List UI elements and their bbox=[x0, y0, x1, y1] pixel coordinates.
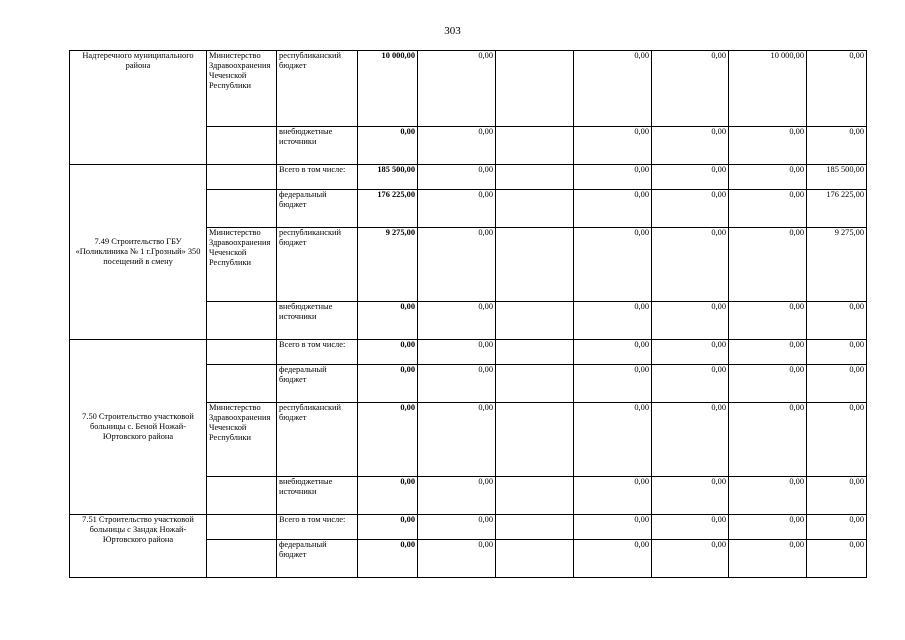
total-value-cell: 0,00 bbox=[358, 340, 418, 365]
org-cell bbox=[207, 477, 277, 515]
value-cell: 0,00 bbox=[807, 302, 867, 340]
org-cell bbox=[207, 165, 277, 190]
value-cell: 0,00 bbox=[807, 515, 867, 540]
value-cell: 0,00 bbox=[729, 190, 807, 228]
org-cell bbox=[207, 190, 277, 228]
org-cell bbox=[207, 302, 277, 340]
value-cell: 0,00 bbox=[652, 127, 729, 165]
value-cell: 0,00 bbox=[652, 228, 729, 302]
page-number: 303 bbox=[444, 25, 461, 37]
total-value-cell: 10 000,00 bbox=[358, 51, 418, 127]
value-cell: 0,00 bbox=[418, 365, 496, 403]
org-cell: Министерство Здравоохранения Чеченской Республики bbox=[207, 51, 277, 127]
value-cell: 0,00 bbox=[574, 51, 652, 127]
value-cell: 0,00 bbox=[574, 365, 652, 403]
empty-cell bbox=[496, 228, 574, 302]
total-value-cell: 0,00 bbox=[358, 302, 418, 340]
value-cell: 0,00 bbox=[574, 127, 652, 165]
value-cell: 0,00 bbox=[729, 228, 807, 302]
value-cell: 0,00 bbox=[729, 540, 807, 578]
org-cell bbox=[207, 540, 277, 578]
value-cell: 0,00 bbox=[729, 302, 807, 340]
org-cell bbox=[207, 365, 277, 403]
source-total-cell: Всего в том числе: bbox=[277, 340, 358, 365]
table-row bbox=[70, 340, 867, 365]
total-value-cell: 185 500,00 bbox=[358, 165, 418, 190]
value-cell: 0,00 bbox=[729, 165, 807, 190]
total-value-cell: 0,00 bbox=[358, 515, 418, 540]
source-republic-cell: республиканский бюджет bbox=[277, 228, 358, 302]
value-cell: 185 500,00 bbox=[807, 165, 867, 190]
empty-cell bbox=[496, 340, 574, 365]
total-value-cell: 0,00 bbox=[358, 365, 418, 403]
empty-cell bbox=[496, 540, 574, 578]
empty-cell bbox=[496, 51, 574, 127]
empty-cell bbox=[496, 165, 574, 190]
value-cell: 0,00 bbox=[574, 228, 652, 302]
total-value-cell: 9 275,00 bbox=[358, 228, 418, 302]
value-cell: 0,00 bbox=[807, 540, 867, 578]
value-cell: 0,00 bbox=[574, 403, 652, 477]
org-cell: Министерство Здравоохранения Чеченской Республики bbox=[207, 228, 277, 302]
table-row bbox=[70, 515, 867, 540]
total-value-cell: 0,00 bbox=[358, 127, 418, 165]
value-cell: 0,00 bbox=[652, 51, 729, 127]
source-federal-cell: федеральный бюджет bbox=[277, 190, 358, 228]
value-cell: 0,00 bbox=[418, 403, 496, 477]
value-cell: 0,00 bbox=[574, 515, 652, 540]
value-cell: 0,00 bbox=[574, 540, 652, 578]
project-name-cell: Надтеречного муниципального района bbox=[70, 51, 207, 165]
total-value-cell: 0,00 bbox=[358, 540, 418, 578]
project-name-cell: 7.50 Строительство участковой больницы с. Беной Ножай-Юртовского района bbox=[70, 340, 207, 515]
value-cell: 0,00 bbox=[418, 340, 496, 365]
value-cell: 9 275,00 bbox=[807, 228, 867, 302]
value-cell: 0,00 bbox=[418, 302, 496, 340]
value-cell: 0,00 bbox=[652, 165, 729, 190]
value-cell: 0,00 bbox=[729, 403, 807, 477]
empty-cell bbox=[496, 127, 574, 165]
total-value-cell: 176 225,00 bbox=[358, 190, 418, 228]
value-cell: 0,00 bbox=[574, 190, 652, 228]
value-cell: 0,00 bbox=[652, 540, 729, 578]
org-cell: Министерство Здравоохранения Чеченской Республики bbox=[207, 403, 277, 477]
value-cell: 0,00 bbox=[418, 228, 496, 302]
value-cell: 0,00 bbox=[418, 165, 496, 190]
value-cell: 0,00 bbox=[807, 365, 867, 403]
value-cell: 0,00 bbox=[418, 127, 496, 165]
project-name-cell: 7.49 Строительство ГБУ «Поликлиника № 1 г.Грозный» 350 посещений в смену bbox=[70, 165, 207, 340]
org-cell bbox=[207, 515, 277, 540]
value-cell: 0,00 bbox=[807, 340, 867, 365]
value-cell: 0,00 bbox=[652, 340, 729, 365]
value-cell: 0,00 bbox=[807, 403, 867, 477]
org-cell bbox=[207, 340, 277, 365]
value-cell: 0,00 bbox=[807, 127, 867, 165]
value-cell: 0,00 bbox=[652, 302, 729, 340]
table-row bbox=[70, 51, 867, 127]
total-value-cell: 0,00 bbox=[358, 477, 418, 515]
value-cell: 0,00 bbox=[418, 51, 496, 127]
source-extra-cell: внебюджетные источники bbox=[277, 302, 358, 340]
empty-cell bbox=[496, 477, 574, 515]
value-cell: 0,00 bbox=[729, 340, 807, 365]
value-cell: 176 225,00 bbox=[807, 190, 867, 228]
empty-cell bbox=[496, 515, 574, 540]
empty-cell bbox=[496, 190, 574, 228]
value-cell: 0,00 bbox=[729, 515, 807, 540]
value-cell: 0,00 bbox=[418, 540, 496, 578]
empty-cell bbox=[496, 365, 574, 403]
value-cell: 0,00 bbox=[652, 403, 729, 477]
org-cell bbox=[207, 127, 277, 165]
empty-cell bbox=[496, 403, 574, 477]
budget-table bbox=[69, 50, 867, 578]
value-cell: 0,00 bbox=[652, 365, 729, 403]
source-total-cell: Всего в том числе: bbox=[277, 165, 358, 190]
source-republic-cell: республиканский бюджет bbox=[277, 51, 358, 127]
value-cell: 0,00 bbox=[652, 190, 729, 228]
value-cell: 0,00 bbox=[729, 127, 807, 165]
source-total-cell: Всего в том числе: bbox=[277, 515, 358, 540]
source-extra-cell: внебюджетные источники bbox=[277, 127, 358, 165]
source-republic-cell: республиканский бюджет bbox=[277, 403, 358, 477]
value-cell: 0,00 bbox=[574, 477, 652, 515]
value-cell: 0,00 bbox=[418, 190, 496, 228]
value-cell: 0,00 bbox=[418, 477, 496, 515]
value-cell: 0,00 bbox=[418, 515, 496, 540]
value-cell: 0,00 bbox=[729, 365, 807, 403]
value-cell: 0,00 bbox=[807, 477, 867, 515]
source-extra-cell: внебюджетные источники bbox=[277, 477, 358, 515]
value-cell: 0,00 bbox=[574, 165, 652, 190]
value-cell: 0,00 bbox=[574, 302, 652, 340]
total-value-cell: 0,00 bbox=[358, 403, 418, 477]
value-cell: 0,00 bbox=[652, 477, 729, 515]
source-federal-cell: федеральный бюджет bbox=[277, 540, 358, 578]
value-cell: 10 000,00 bbox=[729, 51, 807, 127]
value-cell: 0,00 bbox=[807, 51, 867, 127]
project-name-cell: 7.51 Строительство участковой больницы с Зандак Ножай-Юртовского района bbox=[70, 515, 207, 578]
table-row bbox=[70, 165, 867, 190]
value-cell: 0,00 bbox=[574, 340, 652, 365]
source-federal-cell: федеральный бюджет bbox=[277, 365, 358, 403]
value-cell: 0,00 bbox=[729, 477, 807, 515]
empty-cell bbox=[496, 302, 574, 340]
value-cell: 0,00 bbox=[652, 515, 729, 540]
